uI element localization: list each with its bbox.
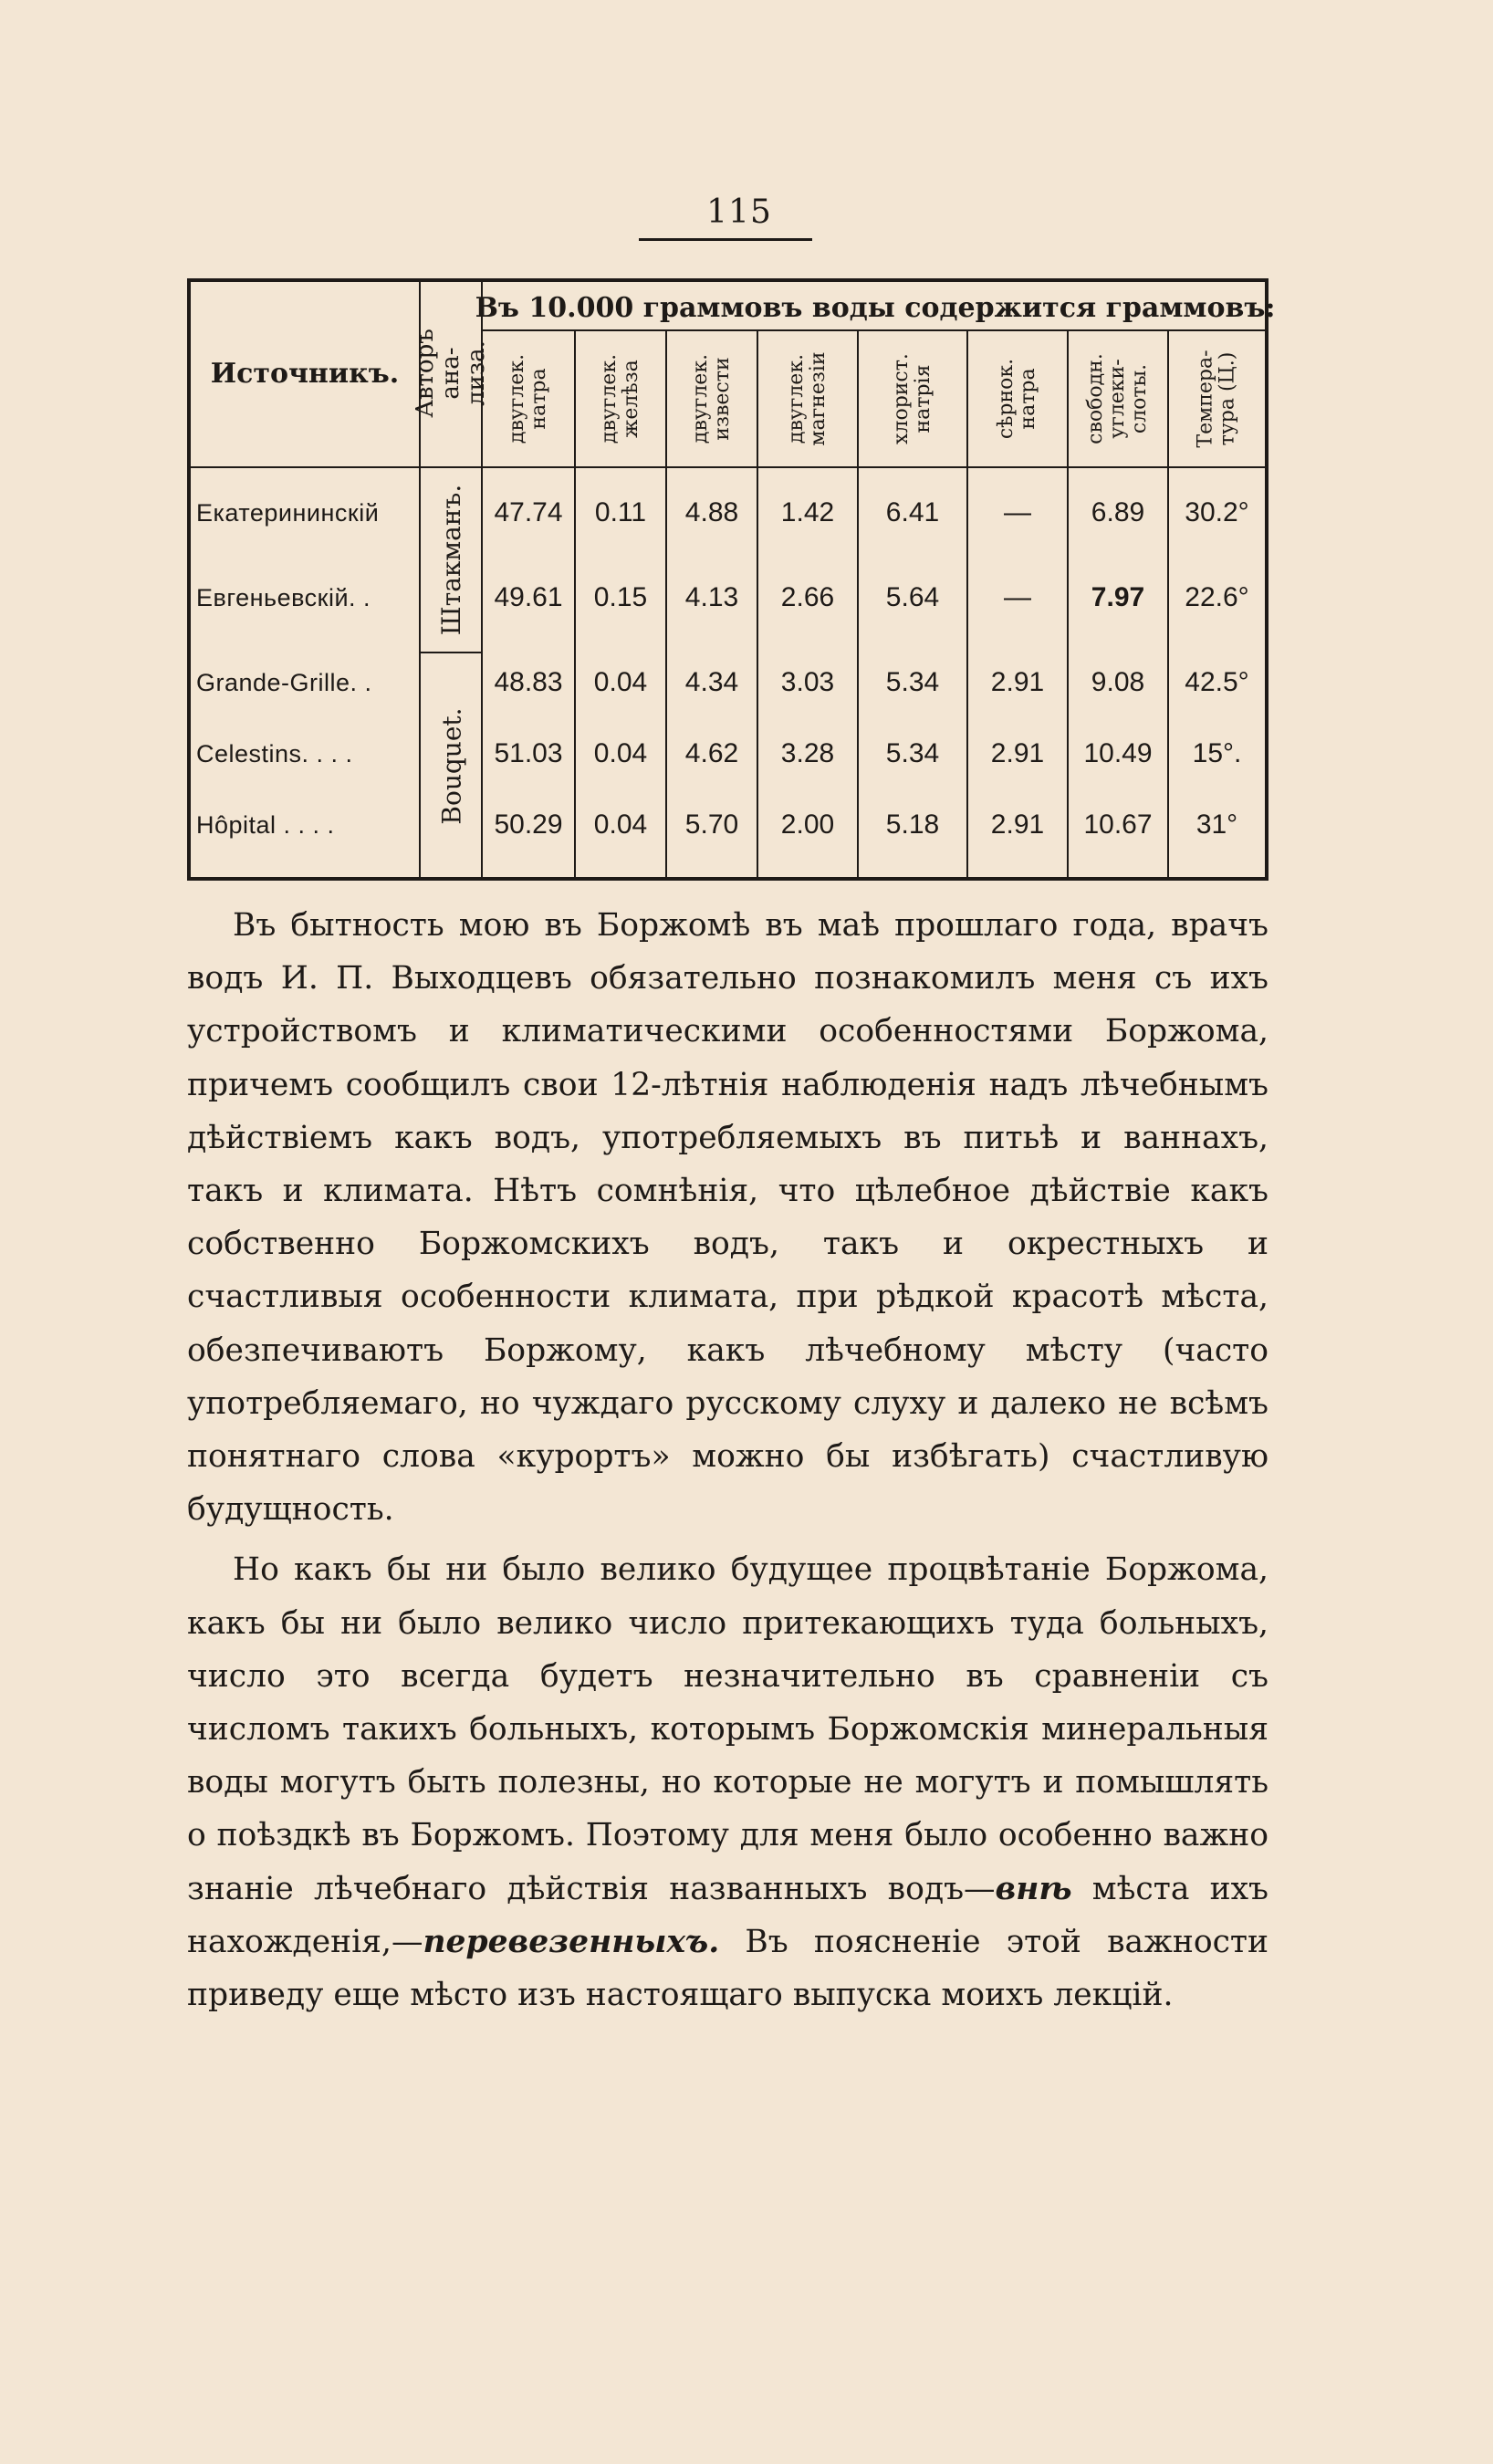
table-row-source: Екатерининскій	[196, 499, 380, 527]
table-cell: 5.34	[885, 738, 940, 768]
table-cell: 4.13	[684, 582, 739, 612]
table-cell: 2.66	[780, 582, 835, 612]
column-header: хлорист. натрія	[890, 353, 934, 444]
table-cell: 1.42	[780, 497, 835, 527]
table-cell: 42.5°	[1185, 667, 1249, 697]
table-cell: 51.03	[494, 738, 563, 768]
table-row-source: Hôpital . . . .	[196, 811, 335, 839]
table-cell: 0.04	[593, 738, 648, 768]
body-text	[187, 899, 1269, 2021]
emphasis-text: перевезенныхъ.	[423, 1923, 720, 1960]
author-divider	[419, 652, 481, 653]
table-cell: 9.08	[1091, 667, 1145, 697]
paragraph: Въ бытность мою въ Боржомѣ въ маѣ прошлаго года, врачъ водъ И. П. Выходцевъ обязательно познакомилъ меня съ ихъ устройствомъ и климатическими особенностями Боржома, причемъ сообщилъ свои 12-лѣтнія наблюденія надъ лѣчебнымъ дѣйствіемъ какъ водъ, употребляемыхъ въ питьѣ и ваннахъ, такъ и климата. Нѣтъ сомнѣнія, что цѣлебное дѣйствіе какъ собственно Боржомскихъ водъ, такъ и окрестныхъ и счастливыя особенности климата, при рѣдкой красотѣ мѣста, обезпечиваютъ Боржому, какъ лѣчебному мѣсту (часто употребляемаго, но чуждаго русскому слуху и далеко не всѣмъ понятнаго слова «курортъ» можно бы избѣгать) счастливую будущность.	[187, 907, 1269, 1529]
paragraph	[187, 1543, 1269, 2021]
table-row-source: Евгеньевскій. .	[196, 584, 371, 611]
table-cell: 10.49	[1083, 738, 1153, 768]
author-column-header: Авторъ ана- лиза.	[412, 329, 490, 418]
content-group-header: Въ 10.000 граммовъ воды содержится граммовъ:	[475, 291, 1276, 324]
column-header: Темпера- тура (Ц.)	[1194, 350, 1239, 448]
table-cell: 4.62	[684, 738, 739, 768]
table-cell: 0.04	[593, 809, 648, 840]
table-cell: 50.29	[494, 809, 563, 840]
source-column-header: Источникъ.	[210, 357, 400, 390]
table-cell: 31°	[1195, 809, 1238, 840]
table-cell: 49.61	[494, 582, 563, 612]
table-cell: 2.91	[990, 809, 1045, 840]
author-label: Штакманъ.	[436, 484, 467, 635]
table-cell: 7.97	[1091, 582, 1145, 612]
table-cell: 2.91	[990, 667, 1045, 697]
table-row-source: Grande-Grille. .	[196, 669, 372, 696]
table-cell: 10.67	[1083, 809, 1153, 840]
table-cell: 2.00	[780, 809, 835, 840]
table-cell: 4.34	[684, 667, 739, 697]
table-cell: 2.91	[990, 738, 1045, 768]
table-cell: 30.2°	[1185, 497, 1249, 527]
table-row-source: Celestins. . . .	[196, 740, 353, 767]
column-header: двуглек. извести	[689, 353, 735, 444]
table-cell: 0.04	[593, 667, 648, 697]
table-cell: 0.11	[594, 497, 647, 527]
table-cell: 5.18	[885, 809, 940, 840]
table-cell: 48.83	[494, 667, 563, 697]
table-cell: 4.88	[684, 497, 739, 527]
column-header: двуглек. желѣза	[598, 353, 643, 444]
page-number-rule	[639, 238, 812, 241]
mineral-water-table	[187, 278, 1276, 881]
table-cell: —	[1004, 497, 1031, 527]
page-number: 115	[706, 193, 772, 231]
table-cell: 6.41	[885, 497, 940, 527]
table-cell: 3.28	[780, 738, 835, 768]
paragraph-text: Но какъ бы ни было велико будущее процвѣтаніе Боржома, какъ бы ни было велико число притекающихъ туда больныхъ, число это всегда будетъ незначительно въ сравненіи съ числомъ такихъ больныхъ, которымъ Боржомскія минеральныя воды могутъ быть полезны, но которые не могутъ и помышлять о поѣздкѣ въ Боржомъ. Поэтому для меня было особенно важно знаніе лѣчебнаго дѣйствія названныхъ водъ—	[187, 1551, 1269, 1907]
table-cell: 6.89	[1091, 497, 1145, 527]
table-cell: 5.34	[885, 667, 940, 697]
table-cell: 22.6°	[1185, 582, 1249, 612]
table-cell: 5.64	[885, 582, 940, 612]
table-cell: —	[1004, 582, 1031, 612]
table-cell: 3.03	[780, 667, 835, 697]
paragraph-text: мѣста ихъ нахожденія,—	[187, 1870, 1269, 1960]
paragraph-text: Въ поясненіе этой важности приведу еще мѣсто изъ настоящаго выпуска моихъ лекцій.	[187, 1923, 1269, 2014]
table-cell: 5.70	[684, 809, 739, 840]
column-header: двуглек. магнезіи	[785, 351, 830, 446]
author-label: Bouquet.	[436, 706, 467, 825]
emphasis-text: внѣ	[995, 1870, 1072, 1907]
column-header: двуглек. натра	[506, 353, 550, 444]
column-header: сѣрнок. натра	[995, 358, 1039, 440]
table-cell: 15°.	[1192, 738, 1242, 768]
table-cell: 47.74	[494, 497, 563, 527]
column-header: свободн. углеки- слоты.	[1084, 353, 1151, 444]
table-header-divider	[191, 466, 1265, 468]
table-cell: 0.15	[593, 582, 648, 612]
